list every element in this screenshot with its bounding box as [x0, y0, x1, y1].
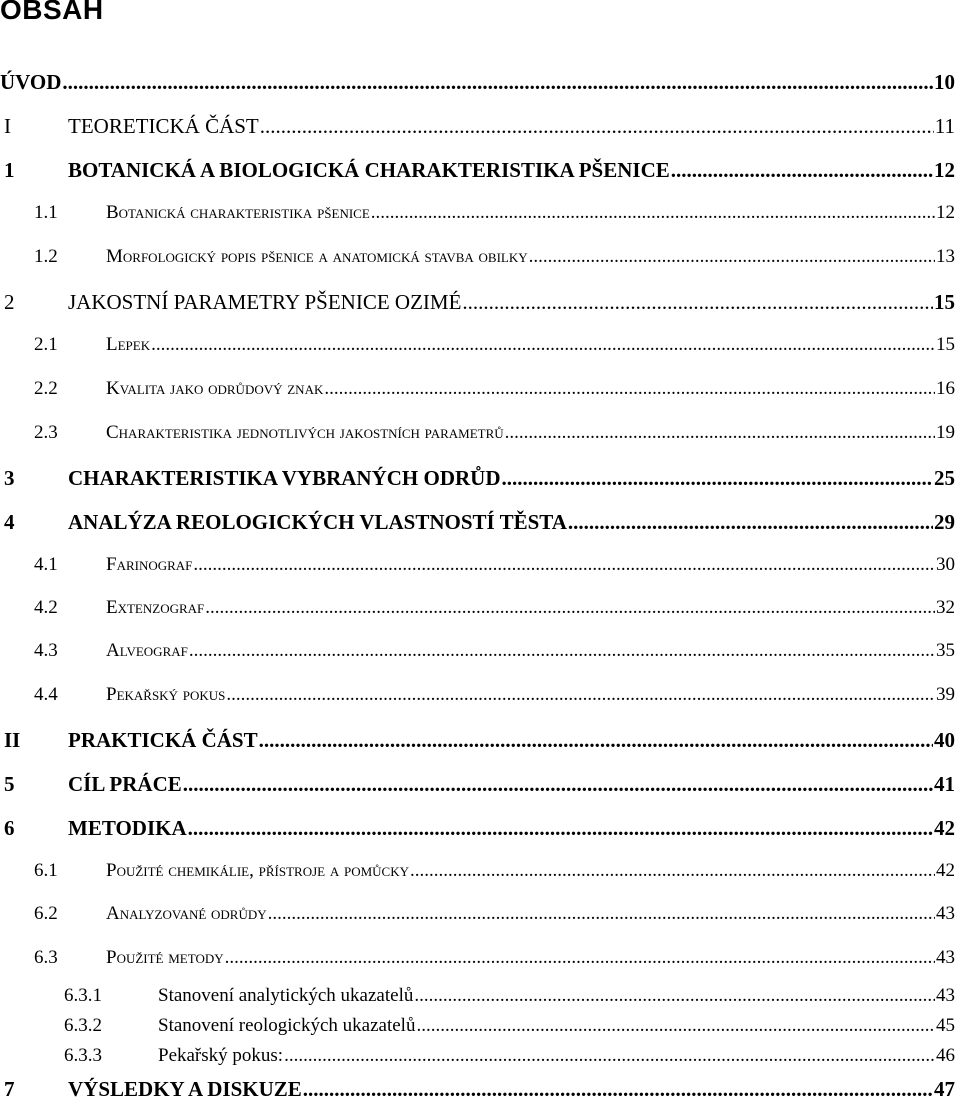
- toc-entry-2-2[interactable]: [0, 378, 955, 400]
- toc-entry-page: 15: [934, 290, 955, 314]
- toc-entry-page: 45: [936, 1015, 955, 1036]
- toc-entry-6-3[interactable]: [0, 947, 955, 969]
- toc-entry-page: 41: [934, 772, 955, 796]
- toc-entry-text: Botanická charakteristika pšenice: [106, 202, 370, 223]
- toc-leader: [62, 70, 933, 95]
- toc-leader: [205, 597, 935, 619]
- toc-entry-page: 29: [934, 510, 955, 534]
- toc-leader: [529, 246, 935, 268]
- toc-entry-page: 15: [936, 334, 955, 355]
- toc-entry-number: 4.3: [34, 640, 58, 661]
- toc-entry-text: Pekařský pokus:: [158, 1045, 284, 1066]
- toc-leader: [259, 728, 933, 753]
- toc-entry-text: Farinograf: [106, 554, 193, 575]
- toc-entry-text: TEORETICKÁ ČÁST: [68, 114, 259, 138]
- toc-leader: [303, 1077, 933, 1102]
- toc-entry-page: 25: [934, 466, 955, 490]
- toc-entry-text: METODIKA: [68, 816, 187, 840]
- toc-entry-text: VÝSLEDKY A DISKUZE: [68, 1077, 302, 1101]
- toc-entry-text: BOTANICKÁ A BIOLOGICKÁ CHARAKTERISTIKA PŠENICE: [68, 158, 670, 182]
- toc-entry-number: 3: [4, 466, 15, 490]
- toc-entry-number: 7: [4, 1077, 15, 1101]
- toc-entry-6-3-2[interactable]: [0, 1015, 955, 1037]
- toc-entry-number: 2.1: [34, 334, 58, 355]
- page-title: OBSAH: [0, 0, 104, 25]
- toc-entry-page: 11: [934, 114, 955, 138]
- toc-entry-4-4[interactable]: [0, 684, 955, 706]
- toc-leader: [226, 684, 935, 706]
- toc-entry-page: 19: [936, 422, 955, 443]
- toc-entry-3[interactable]: [0, 466, 955, 491]
- toc-entry-page: 43: [936, 985, 955, 1006]
- toc-entry-text: Kvalita jako odrůdový znak: [106, 378, 324, 399]
- toc-entry-number: 2: [4, 290, 15, 314]
- toc-entry-page: 40: [934, 728, 955, 752]
- toc-entry-page: 13: [936, 246, 955, 267]
- toc-entry-number: 6.2: [34, 903, 58, 924]
- toc-leader: [260, 114, 934, 139]
- toc-leader: [505, 422, 935, 444]
- toc-entry-text: Pekařský pokus: [106, 684, 226, 705]
- toc-entry-number: II: [4, 728, 21, 752]
- toc-entry-page: 12: [934, 158, 955, 182]
- toc-leader: [371, 202, 935, 224]
- toc-leader: [568, 510, 933, 535]
- toc-entry-text: Alveograf: [106, 640, 188, 661]
- toc-entry-text: Použité chemikálie, přístroje a pomůcky: [106, 860, 409, 881]
- toc-entry-page: 12: [936, 202, 955, 223]
- toc-entry-text: Použité metody: [106, 947, 224, 968]
- toc-entry-text: Charakteristika jednotlivých jakostních parametrů: [106, 422, 504, 443]
- toc-entry-number: I: [4, 114, 11, 138]
- toc-entry-1-1[interactable]: [0, 202, 955, 224]
- toc-entry-part-i[interactable]: [0, 114, 955, 139]
- toc-entry-uvod[interactable]: [0, 70, 955, 95]
- toc-entry-5[interactable]: [0, 772, 955, 797]
- toc-leader: [183, 772, 933, 797]
- toc-entry-number: 6.3: [34, 947, 58, 968]
- toc-leader: [502, 466, 934, 491]
- toc-entry-number: 2.3: [34, 422, 58, 443]
- toc-entry-page: 42: [936, 860, 955, 881]
- toc-entry-page: 10: [934, 70, 955, 94]
- toc-leader: [414, 985, 935, 1007]
- toc-entry-2-3[interactable]: [0, 422, 955, 444]
- toc-entry-number: 1: [4, 158, 15, 182]
- toc-entry-page: 30: [936, 554, 955, 575]
- toc-entry-text: Lepek: [106, 334, 151, 355]
- toc-entry-6-3-3[interactable]: [0, 1045, 955, 1067]
- toc-entry-page: 35: [936, 640, 955, 661]
- toc-leader: [151, 334, 935, 356]
- toc-entry-4[interactable]: [0, 510, 955, 535]
- toc-entry-text: CHARAKTERISTIKA VYBRANÝCH ODRŮD: [68, 466, 501, 490]
- toc-entry-number: 4.1: [34, 554, 58, 575]
- toc-entry-text: Stanovení reologických ukazatelů: [158, 1015, 416, 1036]
- toc-leader: [284, 1045, 935, 1067]
- toc-entry-7[interactable]: [0, 1077, 955, 1102]
- toc-leader: [188, 816, 933, 841]
- toc-entry-number: 6.3.1: [64, 985, 102, 1006]
- toc-entry-number: 1.1: [34, 202, 58, 223]
- toc-entry-text: Stanovení analytických ukazatelů: [158, 985, 414, 1006]
- toc-leader: [189, 640, 935, 662]
- toc-entry-text: CÍL PRÁCE: [68, 772, 182, 796]
- toc-entry-page: 32: [936, 597, 955, 618]
- toc-entry-number: 4: [4, 510, 15, 534]
- toc-entry-number: 2.2: [34, 378, 58, 399]
- toc-leader: [193, 554, 935, 576]
- toc-leader: [410, 860, 935, 882]
- toc-entry-text: Analyzované odrůdy: [106, 903, 267, 924]
- toc-entry-6-2[interactable]: [0, 903, 955, 925]
- toc-entry-number: 6.3.3: [64, 1045, 102, 1066]
- toc-entry-number: 6.1: [34, 860, 58, 881]
- toc-entry-page: 42: [934, 816, 955, 840]
- toc-entry-page: 16: [936, 378, 955, 399]
- toc-leader: [671, 158, 933, 183]
- toc-entry-number: 4.2: [34, 597, 58, 618]
- toc-entry-number: 6: [4, 816, 15, 840]
- toc-entry-2-1[interactable]: [0, 334, 955, 356]
- toc-entry-part-ii[interactable]: [0, 728, 955, 753]
- toc-entry-6-3-1[interactable]: [0, 985, 955, 1007]
- toc-leader: [416, 1015, 935, 1037]
- toc-entry-1[interactable]: [0, 158, 955, 183]
- toc-leader: [268, 903, 935, 925]
- toc-entry-text: Extenzograf: [106, 597, 205, 618]
- toc-entry-page: 43: [936, 947, 955, 968]
- toc-entry-6[interactable]: [0, 816, 955, 841]
- toc-entry-6-1[interactable]: [0, 860, 955, 882]
- toc-leader: [225, 947, 935, 969]
- toc-entry-page: 47: [934, 1077, 955, 1101]
- toc-leader: [462, 290, 933, 315]
- toc-entry-page: 46: [936, 1045, 955, 1066]
- toc-entry-2[interactable]: [0, 290, 955, 315]
- toc-entry-4-2[interactable]: [0, 597, 955, 619]
- toc-entry-text: PRAKTICKÁ ČÁST: [68, 728, 258, 752]
- toc-entry-4-1[interactable]: [0, 554, 955, 576]
- toc-entry-4-3[interactable]: [0, 640, 955, 662]
- toc-entry-page: 43: [936, 903, 955, 924]
- toc-entry-text: Morfologický popis pšenice a anatomická stavba obilky: [106, 246, 528, 267]
- toc-entry-text: ANALÝZA REOLOGICKÝCH VLASTNOSTÍ TĚSTA: [68, 510, 567, 534]
- toc-entry-number: 1.2: [34, 246, 58, 267]
- toc-entry-1-2[interactable]: [0, 246, 955, 268]
- toc-entry-number: 4.4: [34, 684, 58, 705]
- toc-leader: [324, 378, 935, 400]
- toc-entry-number: 6.3.2: [64, 1015, 102, 1036]
- toc-entry-page: 39: [936, 684, 955, 705]
- toc-entry-number: 5: [4, 772, 15, 796]
- toc-entry-text: JAKOSTNÍ PARAMETRY PŠENICE OZIMÉ: [68, 290, 462, 314]
- toc-entry-text: ÚVOD: [0, 70, 62, 94]
